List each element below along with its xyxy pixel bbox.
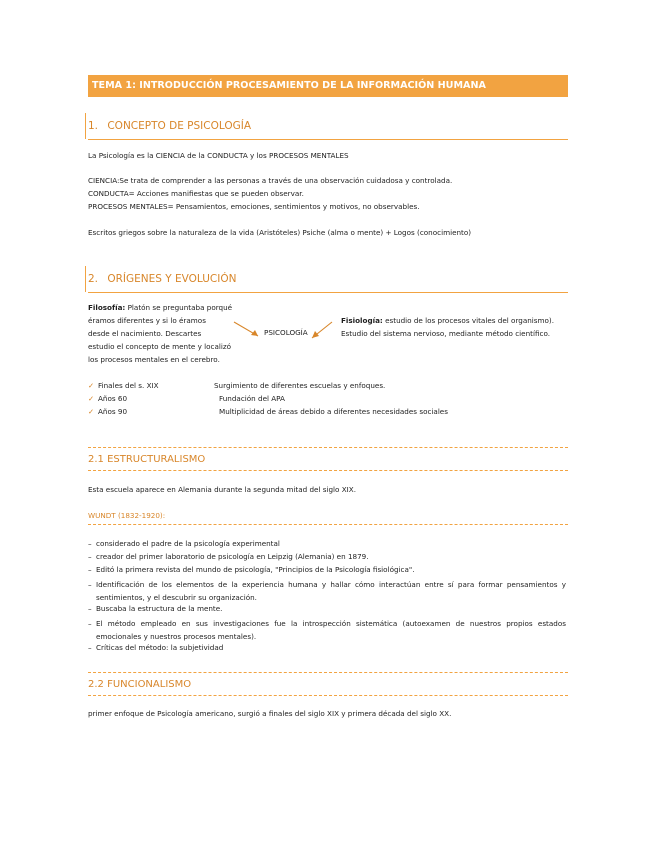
timeline-period: Años 90 (98, 407, 128, 416)
subsection-divider (88, 470, 568, 471)
section-bar (85, 113, 86, 139)
filosofia-line (88, 303, 232, 312)
wundt-heading: WUNDT (1832-1920): (88, 511, 166, 520)
section-title: ORÍGENES Y EVOLUCIÓN (107, 273, 237, 285)
psicologia-center: PSICOLOGÍA (264, 328, 308, 337)
filosofia-text: Platón se preguntaba porqué (125, 303, 233, 312)
section-number: 1. (88, 120, 99, 132)
timeline-period: Años 60 (98, 394, 128, 403)
filosofia-line: desde el nacimiento. Descartes (88, 329, 202, 338)
fisiologia-line: Estudio del sistema nervioso, mediante método científico. (341, 329, 551, 338)
subsection-divider (88, 672, 568, 673)
section-bar (85, 266, 86, 292)
arrow-right-head (312, 331, 319, 338)
filosofia-line: los procesos mentales en el cerebro. (88, 355, 220, 364)
fisiologia-label: Fisiología: (341, 316, 383, 325)
wundt-divider (88, 524, 568, 525)
subsection-divider (88, 695, 568, 696)
timeline-event: Surgimiento de diferentes escuelas y enfoques. (214, 381, 386, 390)
list-item: – Identificación de los elementos de la experiencia humana y hallar cómo interactúan entre sí para formar pensamientos y sentimientos, y el descubrir su organización. (88, 580, 566, 602)
list-item: – El método empleado en sus investigaciones fue la introspección sistemática (autoexamen de nuestros propios estados emocionales y nuestros procesos mentales). (88, 619, 566, 641)
timeline-row (88, 394, 127, 403)
timeline-period: Finales del s. XIX (98, 381, 159, 390)
section-21-heading: 2.1 ESTRUCTURALISMO (88, 454, 206, 465)
timeline-row (88, 407, 127, 416)
ciencia-text: CIENCIA:Se trata de comprender a las personas a través de una observación cuidadosa y controlada. (88, 176, 453, 185)
section-title: CONCEPTO DE PSICOLOGÍA (107, 120, 252, 132)
funcionalismo-intro: primer enfoque de Psicología americano, surgió a finales del siglo XIX y primera década del siglo XX. (88, 709, 452, 718)
section-divider (88, 292, 568, 293)
etymology-text: Escritos griegos sobre la naturaleza de la vida (Aristóteles) Psiche (alma o mente) + Logos (conocimiento) (88, 228, 472, 237)
filosofia-line: estudio el concepto de mente y localizó (88, 342, 232, 351)
filosofia-label: Filosofía: (88, 303, 126, 312)
list-item: – considerado el padre de la psicología experimental (88, 539, 280, 548)
definition-text: La Psicología es la CIENCIA de la CONDUCTA y los PROCESOS MENTALES (88, 151, 349, 160)
procesos-text: PROCESOS MENTALES= Pensamientos, emociones, sentimientos y motivos, no observables. (88, 202, 420, 211)
checkmark-icon: ✓ (88, 407, 95, 416)
checkmark-icon: ✓ (88, 394, 95, 403)
timeline-row (88, 381, 159, 390)
fisiologia-text: estudio de los procesos vitales del organismo). (382, 316, 555, 325)
document-title: TEMA 1: INTRODUCCIÓN PROCESAMIENTO DE LA INFORMACIÓN HUMANA (88, 75, 568, 97)
fisiologia-line (341, 316, 554, 325)
subsection-divider (88, 447, 568, 448)
timeline-event: Fundación del APA (219, 394, 285, 403)
estructuralismo-intro: Esta escuela aparece en Alemania durante la segunda mitad del siglo XIX. (88, 485, 356, 494)
section-divider (88, 139, 568, 140)
list-item: – Buscaba la estructura de la mente. (88, 604, 223, 613)
list-item: – creador del primer laboratorio de psicología en Leipzig (Alemania) en 1879. (88, 552, 369, 561)
section-number: 2. (88, 273, 99, 285)
section-22-heading: 2.2 FUNCIONALISMO (88, 679, 192, 690)
timeline-event: Multiplicidad de áreas debido a diferentes necesidades sociales (219, 407, 448, 416)
filosofia-line: éramos diferentes y si lo éramos (88, 316, 206, 325)
conducta-text: CONDUCTA= Acciones manifiestas que se pueden observar. (88, 189, 304, 198)
list-item: – Editó la primera revista del mundo de psicología, "Principios de la Psicología fisiológica". (88, 565, 415, 574)
section-2-heading (88, 273, 236, 285)
checkmark-icon: ✓ (88, 381, 95, 390)
list-item: – Críticas del método: la subjetividad (88, 643, 224, 652)
section-1-heading (88, 120, 251, 132)
